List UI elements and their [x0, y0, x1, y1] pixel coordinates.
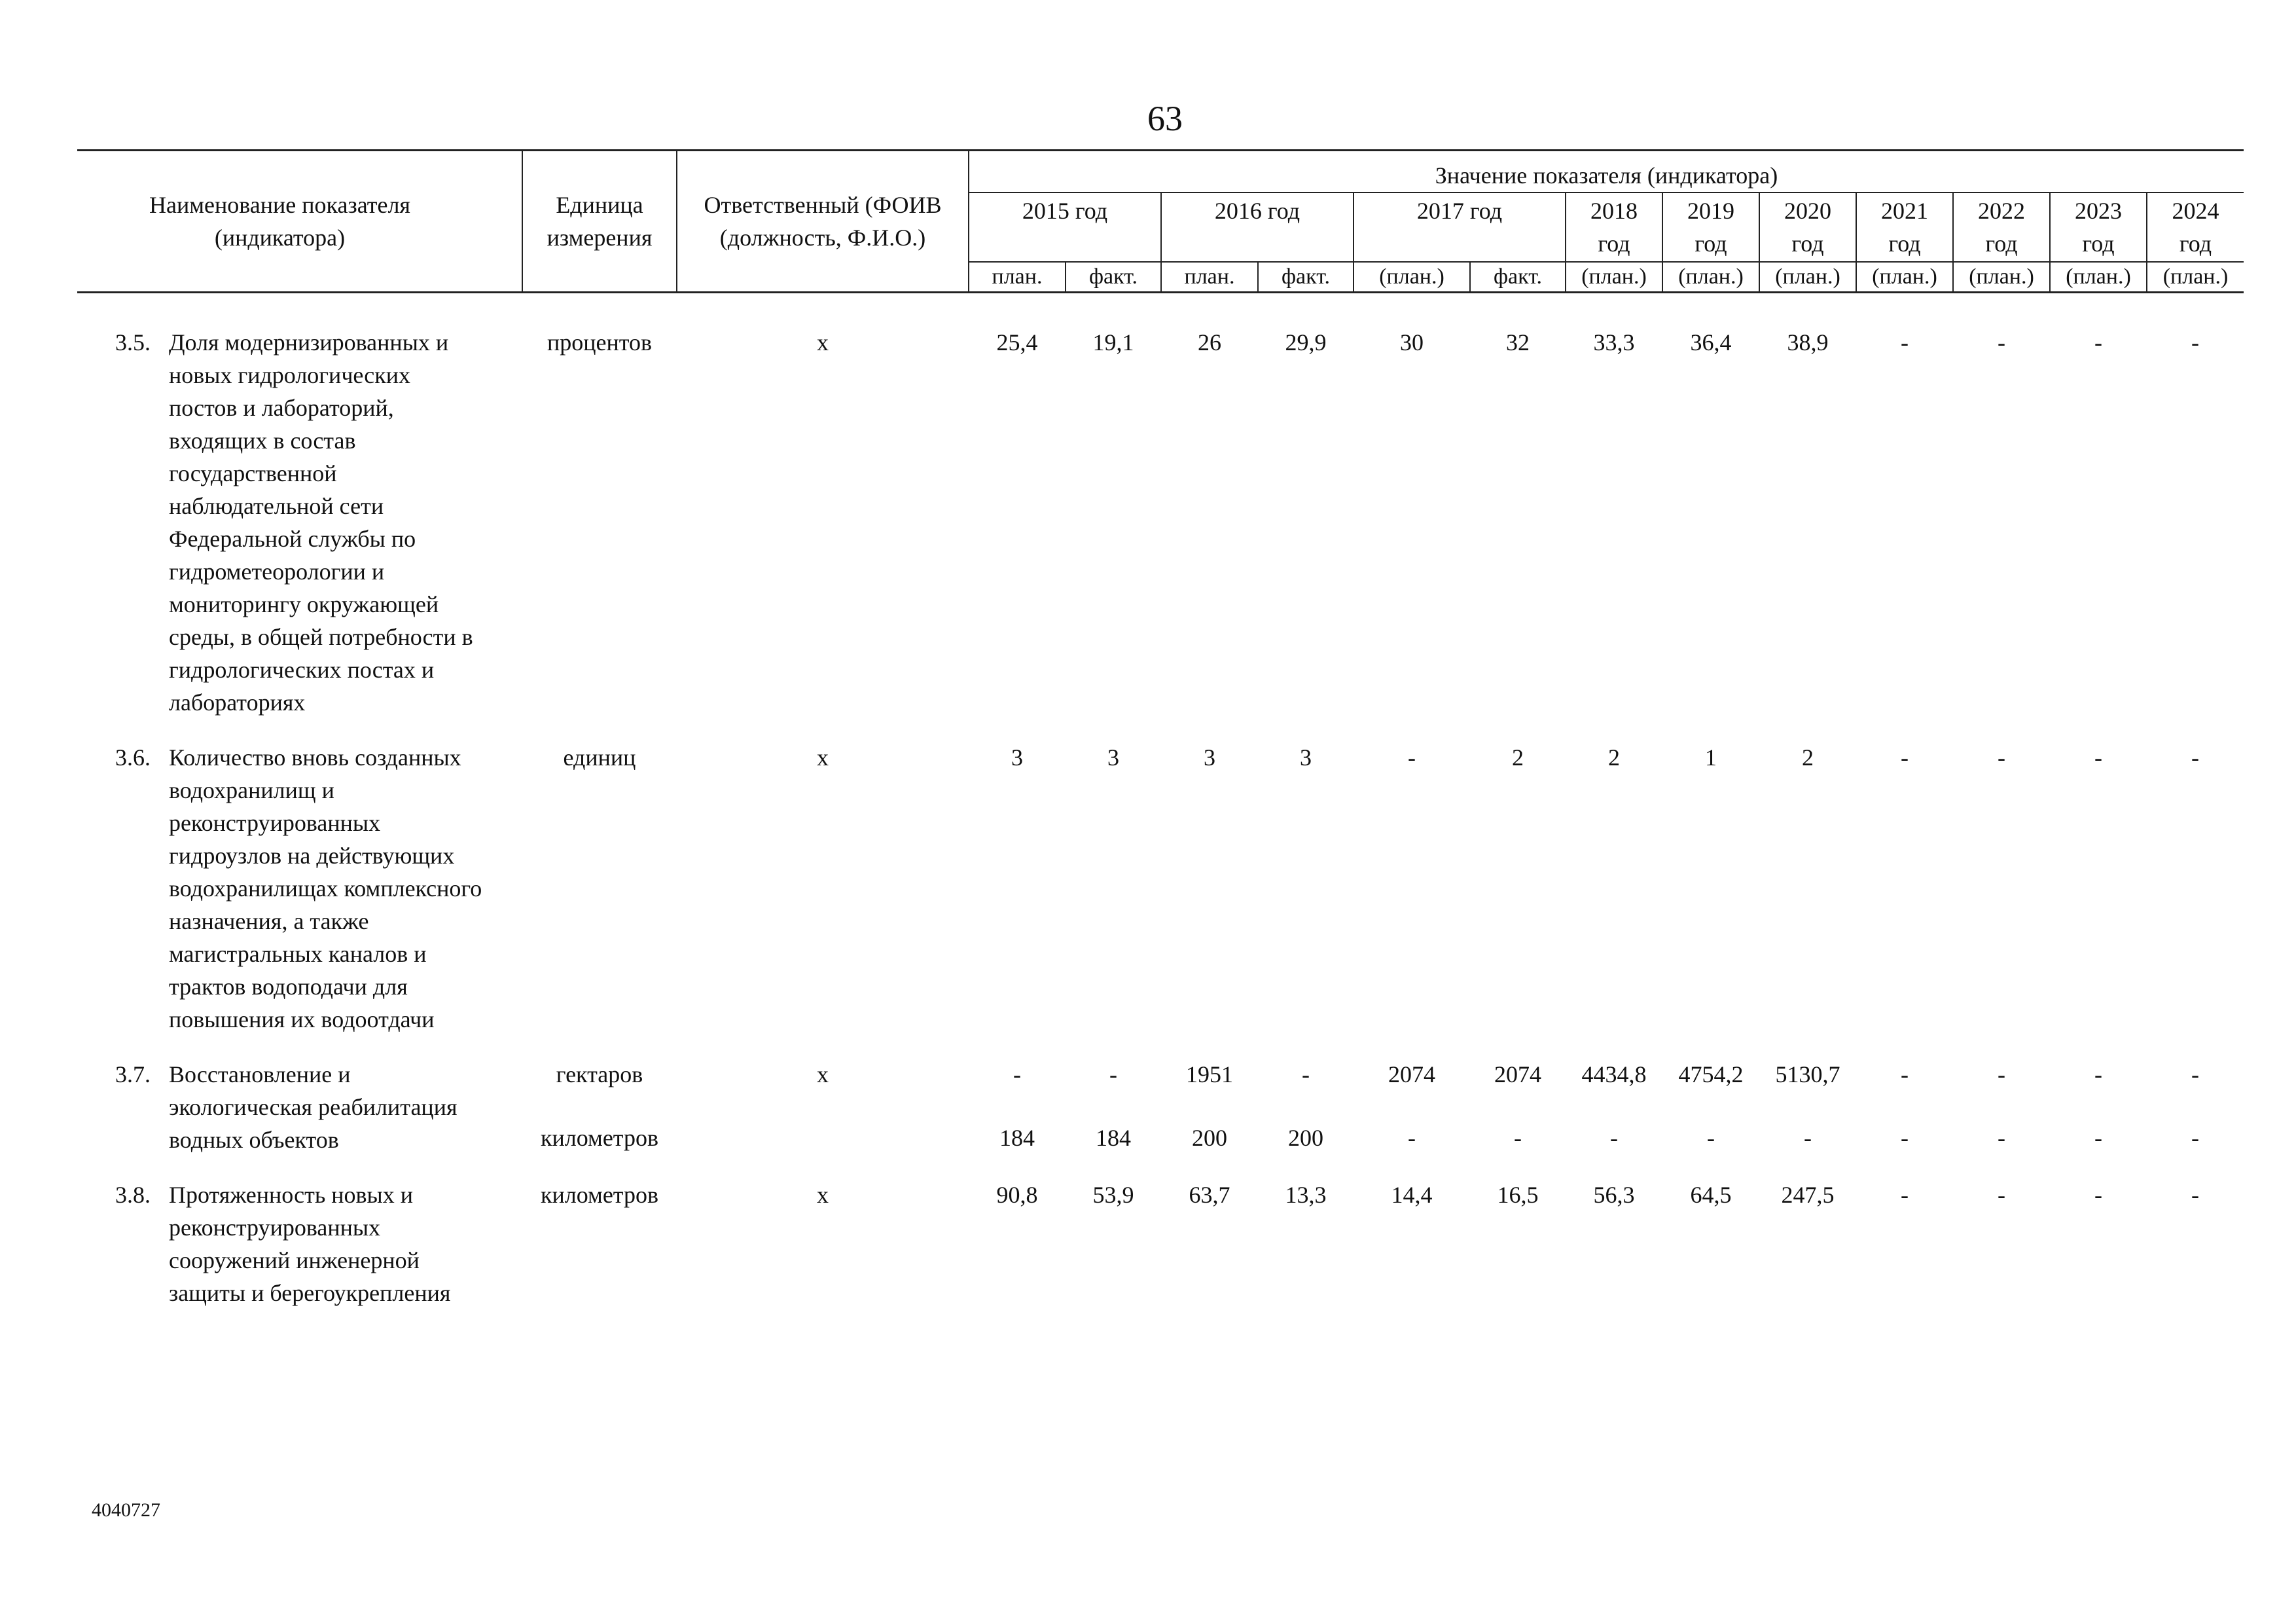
row-number: 3.8. — [115, 1182, 151, 1208]
value-cell: - — [2094, 1061, 2102, 1087]
indicator-name-cell — [77, 326, 522, 741]
value-cell: - — [2094, 1125, 2102, 1152]
value-cell: - — [1804, 1125, 1812, 1152]
value-cell: - — [2191, 744, 2199, 771]
header-year-2016: 2016 год — [1161, 192, 1354, 262]
header-row-group — [77, 151, 2244, 193]
value-cell: 90,8 — [996, 1182, 1038, 1208]
indicator-name-cell — [77, 1178, 522, 1309]
indicator-name-cell — [77, 1058, 522, 1178]
value-cell: - — [1610, 1125, 1618, 1152]
value-cell: 4754,2 — [1678, 1061, 1744, 1087]
value-cell: 29,9 — [1285, 329, 1327, 356]
row-number: 3.5. — [115, 329, 151, 356]
value-cell: 2074 — [1388, 1061, 1435, 1087]
value-cell: 56,3 — [1593, 1182, 1635, 1208]
value-cell: - — [2094, 329, 2102, 356]
subheader-cell: (план.) — [1566, 262, 1662, 293]
value-cell: 64,5 — [1690, 1182, 1732, 1208]
header-year-2020: 2020 год — [1759, 192, 1856, 262]
indicator-name: Восстановление и экологическая реабилитация водных объектов — [169, 1061, 457, 1153]
value-cell: 63,7 — [1189, 1182, 1230, 1208]
value-cell: - — [1109, 1061, 1117, 1087]
header-year-2015: 2015 год — [969, 192, 1161, 262]
unit: единиц — [563, 744, 636, 771]
page-number: 63 — [1147, 99, 1183, 138]
value-cell: - — [2191, 329, 2199, 356]
value-cell: 3 — [1204, 744, 1215, 771]
value-cell: 2 — [1512, 744, 1524, 771]
header-year-2018: 2018 год — [1566, 192, 1662, 262]
value-cell: 4434,8 — [1581, 1061, 1647, 1087]
value-cell: 30 — [1400, 329, 1424, 356]
unit: километров — [541, 1125, 658, 1152]
unit: гектаров — [556, 1061, 643, 1087]
value-cell: - — [1998, 744, 2005, 771]
value-cell: 53,9 — [1092, 1182, 1134, 1208]
value-cell: - — [1998, 1182, 2005, 1208]
table-row-3-6 — [77, 741, 2244, 1058]
subheader-cell: (план.) — [1856, 262, 1953, 293]
indicator-name-cell — [77, 741, 522, 1058]
value-cell: 33,3 — [1593, 329, 1635, 356]
subheader-cell: план. — [1161, 262, 1258, 293]
header-year-2017: 2017 год — [1354, 192, 1566, 262]
header-year-2021: 2021 год — [1856, 192, 1953, 262]
value-cell: 3 — [1011, 744, 1023, 771]
subheader-cell: факт. — [1470, 262, 1566, 293]
value-cell: 200 — [1288, 1125, 1323, 1152]
value-cell: 3 — [1107, 744, 1119, 771]
header-values-group: Значение показателя (индикатора) — [969, 151, 2244, 193]
unit: процентов — [547, 329, 653, 356]
table-row-3-5 — [77, 326, 2244, 741]
value-cell: 247,5 — [1781, 1182, 1835, 1208]
value-cell: 1 — [1705, 744, 1717, 771]
header-year-2023: 2023 год — [2050, 192, 2147, 262]
value-cell: 19,1 — [1092, 329, 1134, 356]
value-cell: - — [1998, 1125, 2005, 1152]
value-cell: 5130,7 — [1775, 1061, 1840, 1087]
subheader-cell: факт. — [1066, 262, 1161, 293]
value-cell: - — [1408, 1125, 1416, 1152]
value-cell: 32 — [1506, 329, 1530, 356]
value-cell: - — [1998, 329, 2005, 356]
subheader-cell: (план.) — [1662, 262, 1759, 293]
header-year-2019: 2019 год — [1662, 192, 1759, 262]
value-cell: - — [1901, 1061, 1909, 1087]
value-cell: 36,4 — [1690, 329, 1732, 356]
value-cell: 2 — [1608, 744, 1620, 771]
value-cell: - — [1408, 744, 1416, 771]
indicator-name: Количество вновь созданных водохранилищ и реконструированных гидроузлов на действующих водохранилищах комплексного назначения, а также магистральных каналов и трактов водоподачи для повышения их водоотдачи — [169, 744, 482, 1032]
value-cell: 26 — [1198, 329, 1221, 356]
value-cell: - — [1707, 1125, 1715, 1152]
table-row-3-7 — [77, 1058, 2244, 1107]
indicator-table — [77, 149, 2244, 1309]
value-cell: - — [2191, 1182, 2199, 1208]
header-year-2022: 2022 год — [1953, 192, 2050, 262]
header-unit: Единица измерения — [522, 151, 677, 293]
subheader-cell: (план.) — [1354, 262, 1470, 293]
value-cell: - — [1998, 1061, 2005, 1087]
responsible: х — [817, 1182, 829, 1208]
row-number: 3.7. — [115, 1061, 151, 1087]
table-row-3-8 — [77, 1178, 2244, 1309]
subheader-cell: (план.) — [1953, 262, 2050, 293]
value-cell: 184 — [1096, 1125, 1131, 1152]
indicator-name: Доля модернизированных и новых гидрологических постов и лабораторий, входящих в состав государственной наблюдательной сети Федеральной службы по гидрометеорологии и мониторингу окружающей среды, в общей потребности в гидрологических постах и лабораториях — [169, 329, 473, 716]
document-code: 4040727 — [92, 1499, 160, 1521]
value-cell: - — [1302, 1061, 1310, 1087]
subheader-cell: (план.) — [2147, 262, 2244, 293]
value-cell: 2 — [1802, 744, 1814, 771]
value-cell: 3 — [1300, 744, 1312, 771]
value-cell: 38,9 — [1787, 329, 1829, 356]
value-cell: 25,4 — [996, 329, 1038, 356]
value-cell: 200 — [1192, 1125, 1227, 1152]
value-cell: - — [1514, 1125, 1522, 1152]
value-cell: - — [1901, 1182, 1909, 1208]
value-cell: 16,5 — [1497, 1182, 1539, 1208]
value-cell: 13,3 — [1285, 1182, 1327, 1208]
value-cell: 2074 — [1494, 1061, 1541, 1087]
responsible: х — [817, 1061, 829, 1087]
value-cell: 1951 — [1186, 1061, 1233, 1087]
subheader-cell: (план.) — [1759, 262, 1856, 293]
value-cell: - — [2191, 1061, 2199, 1087]
unit: километров — [541, 1182, 658, 1208]
value-cell: 14,4 — [1391, 1182, 1433, 1208]
value-cell: - — [2191, 1125, 2199, 1152]
subheader-cell: факт. — [1258, 262, 1354, 293]
responsible: х — [817, 329, 829, 356]
header-name: Наименование показателя (индикатора) — [77, 151, 522, 293]
header-year-2024: 2024 год — [2147, 192, 2244, 262]
responsible: х — [817, 744, 829, 771]
row-number: 3.6. — [115, 744, 151, 771]
subheader-cell: план. — [969, 262, 1066, 293]
value-cell: - — [2094, 744, 2102, 771]
value-cell: - — [2094, 1182, 2102, 1208]
value-cell: 184 — [999, 1125, 1035, 1152]
header-responsible: Ответственный (ФОИВ (должность, Ф.И.О.) — [677, 151, 969, 293]
value-cell: - — [1901, 329, 1909, 356]
indicator-name: Протяженность новых и реконструированных сооружений инженерной защиты и берегоукрепления — [169, 1182, 451, 1306]
subheader-cell: (план.) — [2050, 262, 2147, 293]
value-cell: - — [1013, 1061, 1021, 1087]
value-cell: - — [1901, 1125, 1909, 1152]
value-cell: - — [1901, 744, 1909, 771]
